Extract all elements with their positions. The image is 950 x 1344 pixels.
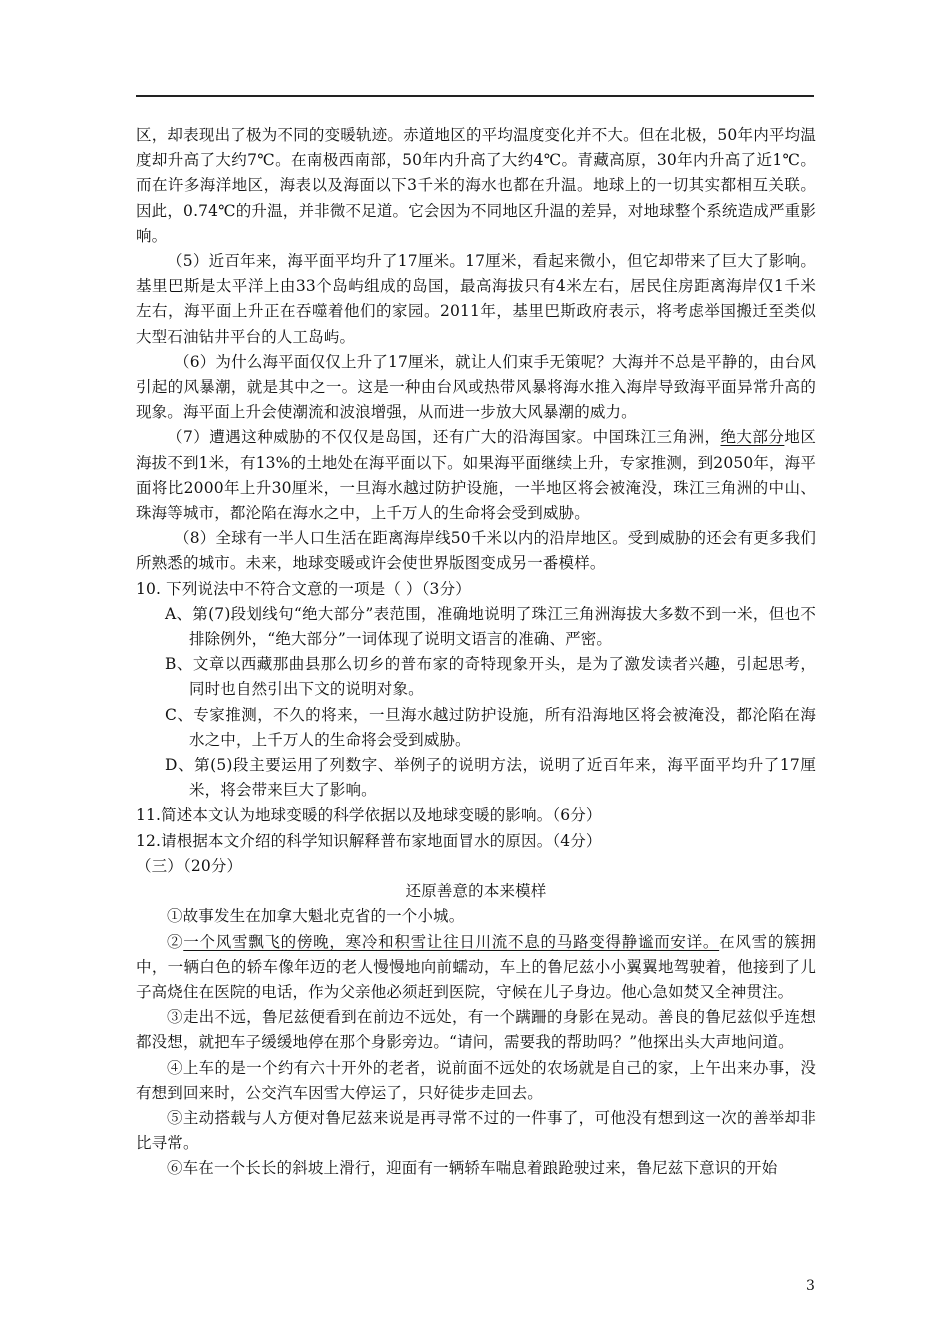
header-rule	[136, 95, 814, 97]
article-paragraph-3: ③走出不远，鲁尼兹便看到在前边不远处，有一个蹒跚的身影在晃动。善良的鲁尼兹似乎连想都没想，就把车子缓缓地停在那个身影旁边。“请问，需要我的帮助吗？”他探出头大声地问道。	[136, 1008, 816, 1052]
passage-paragraph-6: （6）为什么海平面仅仅上升了17厘米，就让人们束手无策呢？大海并不总是平静的，由台风引起的风暴潮，就是其中之一。这是一种由台风或热带风暴将海水推入海岸导致海平面异常升高的现象。海平面上升会使潮流和波浪增强，从而进一步放大风暴潮的威力。	[136, 352, 816, 422]
article-paragraph-1: ①故事发生在加拿大魁北克省的一个小城。	[167, 907, 465, 926]
article-paragraph-4: ④上车的是一个约有六十开外的老者，说前面不远处的农场就是自己的家，上午出来办事，没有想到回来时，公交汽车因雪大停运了，只好徒步走回去。	[136, 1058, 816, 1102]
question-10-option-a: A、第(7)段划线句“绝大部分”表范围，准确地说明了珠江三角洲海拔大多数不到一米，但也不排除例外，“绝大部分”一词体现了说明文语言的准确、严密。	[165, 604, 816, 649]
question-10-option-d: D、第(5)段主要运用了列数字、举例子的说明方法，说明了近百年来，海平面平均升了17厘米，将会带来巨大了影响。	[165, 756, 816, 800]
question-10-option-b: B、文章以西藏那曲县那么切乡的普布家的奇特现象开头，是为了激发读者兴趣，引起思考，同时也自然引出下文的说明对象。	[165, 655, 816, 699]
article-paragraph-5: ⑤主动搭载与人方便对鲁尼兹来说是再寻常不过的一件事了，可他没有想到这一次的善举却非比寻常。	[136, 1108, 816, 1153]
passage-paragraph-continued: 区，却表现出了极为不同的变暖轨迹。赤道地区的平均温度变化并不大。但在北极，50年内平均温度却升高了大约7℃。在南极西南部，50年内升高了大约4℃。青藏高原，30年内升高了近1℃。而在许多海洋地区，海表以及海面以下3千米的海水也都在升温。地球上的一切其实都相互关联。因此，0.74℃的升温，并非微不足道。它会因为不同地区升温的差异，对地球整个系统造成严重影响。	[136, 126, 816, 245]
underlined-phrase: 绝大部分	[720, 428, 785, 447]
p2-number: ②	[167, 932, 184, 951]
section-3-header: （三）（20分）	[136, 856, 243, 875]
question-11: 11.简述本文认为地球变暖的科学依据以及地球变暖的影响。（6分）	[136, 806, 602, 825]
underlined-sentence: 一个风雪飘飞的傍晚，寒冷和积雪让往日川流不息的马路变得静谧而安详。	[183, 932, 720, 951]
p7-text-b: 地区海拔不到1米，有13%的土地处在海平面以下。如果海平面继续上升，专家推测，到2050年，海平面将比2000年上升30厘米，一旦海水越过防护设施，一半地区将会被淹没，珠江三角洲的中山、珠海等城市，都沦陷在海水之中，上千万人的生命将会受到威胁。	[136, 428, 816, 523]
article-paragraph-2	[136, 930, 816, 1006]
article-title: 还原善意的本来模样	[405, 882, 547, 901]
passage-paragraph-5: （5）近百年来，海平面平均升了17厘米。17厘米，看起来微小，但它却带来了巨大了影响。基里巴斯是太平洋上由33个岛屿组成的岛国，最高海拔只有4米左右，居民住房距离海岸仅1千米左右，海平面上升正在吞噬着他们的家园。2011年，基里巴斯政府表示，将考虑举国搬迁至类似大型石油钻井平台的人工岛屿。	[136, 252, 816, 346]
page-number: 3	[806, 1278, 815, 1294]
question-10-option-c: C、专家推测，不久的将来，一旦海水越过防护设施，所有沿海地区将会被淹没，都沦陷在海水之中，上千万人的生命将会受到威胁。	[165, 705, 816, 749]
question-12: 12.请根据本文介绍的科学知识解释普布家地面冒水的原因。（4分）	[136, 831, 602, 850]
question-10: 10. 下列说法中不符合文意的一项是（ ）（3分）	[136, 579, 471, 598]
page-content	[136, 123, 816, 1182]
article-paragraph-6: ⑥车在一个长长的斜坡上滑行，迎面有一辆轿车喘息着踉跄驶过来，鲁尼兹下意识的开始	[167, 1159, 778, 1178]
p2-text-rest: 在风雪的簇拥中，一辆白色的轿车像年迈的老人慢慢地向前蠕动，车上的鲁尼兹小小翼翼地驾驶着，他接到了儿子高烧住在医院的电话，作为父亲他必须赶到医院，守候在儿子身边。他心急如焚又全神贯注。	[136, 932, 817, 1001]
p7-text-a: （7）遭遇这种威胁的不仅仅是岛国，还有广大的沿海国家。中国珠江三角洲，	[167, 428, 721, 447]
passage-paragraph-7	[136, 425, 816, 526]
passage-paragraph-8: （8）全球有一半人口生活在距离海岸线50千米以内的沿岸地区。受到威胁的还会有更多我们所熟悉的城市。未来，地球变暖或许会使世界版图变成另一番模样。	[136, 529, 816, 573]
